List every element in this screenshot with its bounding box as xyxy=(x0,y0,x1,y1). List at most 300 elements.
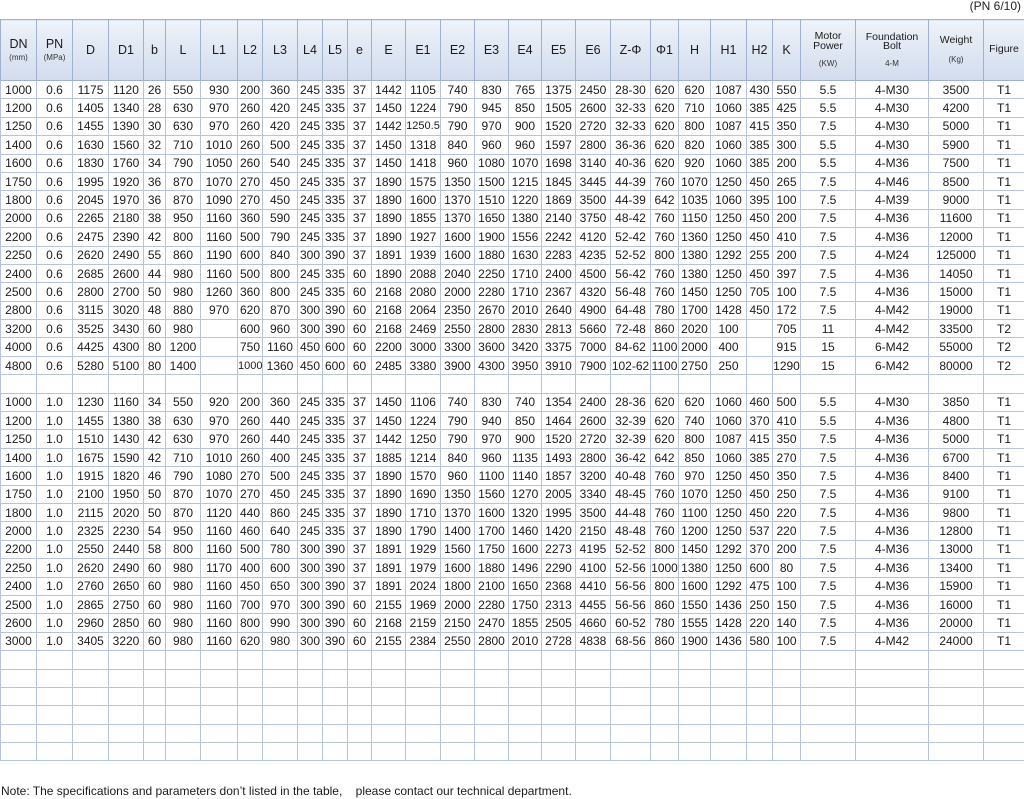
cell-h: 1070 xyxy=(679,172,711,190)
cell-dn: 1400 xyxy=(1,448,37,466)
table-row xyxy=(1,632,1024,650)
col-header-unit: (KW) xyxy=(818,59,838,68)
empty-cell xyxy=(263,706,298,724)
cell-l1: 1160 xyxy=(201,264,238,282)
empty-cell xyxy=(441,724,475,742)
cell-e2: 1600 xyxy=(441,559,475,577)
empty-cell xyxy=(856,669,929,687)
cell-l2: 270 xyxy=(238,467,263,485)
cell-motor-power: 7.5 xyxy=(801,117,856,135)
empty-cell xyxy=(711,706,747,724)
cell-motor-power: 7.5 xyxy=(801,467,856,485)
cell-e: 1450 xyxy=(372,99,406,117)
cell-l2: 260 xyxy=(238,136,263,154)
cell-e4: 1855 xyxy=(509,614,542,632)
cell-h1: 1060 xyxy=(711,448,747,466)
cell-h2: 250 xyxy=(747,595,773,613)
cell-foundation-bolt: 4-M39 xyxy=(856,191,929,209)
cell-dn: 1200 xyxy=(1,99,37,117)
cell-motor-power: 7.5 xyxy=(801,228,856,246)
empty-cell xyxy=(323,651,348,669)
cell-e2: 1370 xyxy=(441,209,475,227)
empty-cell xyxy=(984,743,1024,761)
cell-weight: 14050 xyxy=(929,264,984,282)
cell-motor-power: 7.5 xyxy=(801,448,856,466)
cell-l: 630 xyxy=(166,430,201,448)
cell-e2: 2150 xyxy=(441,614,475,632)
cell-dn: 2000 xyxy=(1,522,37,540)
cell-l1: 970 xyxy=(201,412,238,430)
empty-cell xyxy=(73,375,109,393)
empty-cell xyxy=(109,687,144,705)
empty-cell xyxy=(475,651,509,669)
cell-e2: 2550 xyxy=(441,320,475,338)
cell-e1: 2088 xyxy=(406,264,441,282)
table-row xyxy=(1,430,1024,448)
cell-phi1: 620 xyxy=(651,430,679,448)
cell-l4: 245 xyxy=(298,412,323,430)
col-header-figure xyxy=(984,20,1024,81)
empty-cell xyxy=(109,651,144,669)
cell-dn: 2400 xyxy=(1,577,37,595)
empty-cell xyxy=(166,706,201,724)
empty-cell xyxy=(711,724,747,742)
cell-l3: 500 xyxy=(263,467,298,485)
cell-e3: 970 xyxy=(475,430,509,448)
cell-figure: T1 xyxy=(984,228,1024,246)
cell-weight: 8400 xyxy=(929,467,984,485)
cell-e6: 4455 xyxy=(576,595,611,613)
footer-note: Note: The specifications and parameters don’t listed in the table, please contact our technical department. xyxy=(1,784,572,798)
cell-l5: 335 xyxy=(323,209,348,227)
cell-figure: T1 xyxy=(984,522,1024,540)
cell-h1: 1250 xyxy=(711,264,747,282)
table-row xyxy=(1,136,1024,154)
cell-figure: T1 xyxy=(984,301,1024,319)
empty-cell xyxy=(679,724,711,742)
blank-row xyxy=(1,651,1024,669)
cell-l: 630 xyxy=(166,99,201,117)
cell-l4: 245 xyxy=(298,172,323,190)
cell-phi1: 760 xyxy=(651,172,679,190)
cell-l4: 450 xyxy=(298,356,323,374)
cell-motor-power: 5.5 xyxy=(801,412,856,430)
cell-pn: 0.6 xyxy=(37,264,73,282)
empty-cell xyxy=(801,651,856,669)
cell-h1: 1250 xyxy=(711,522,747,540)
cell-e3: 1900 xyxy=(475,228,509,246)
cell-d1: 4300 xyxy=(109,338,144,356)
cell-pn: 0.6 xyxy=(37,301,73,319)
cell-foundation-bolt: 4-M30 xyxy=(856,81,929,99)
cell-d: 2800 xyxy=(73,283,109,301)
table-row xyxy=(1,246,1024,264)
cell-d: 2325 xyxy=(73,522,109,540)
pressure-rating-label: (PN 6/10) xyxy=(969,0,1021,13)
cell-e5: 2367 xyxy=(542,283,576,301)
empty-cell xyxy=(406,669,441,687)
cell-e6: 4120 xyxy=(576,228,611,246)
empty-cell xyxy=(372,706,406,724)
cell-l2: 260 xyxy=(238,448,263,466)
cell-l1: 1170 xyxy=(201,559,238,577)
cell-e1: 1106 xyxy=(406,393,441,411)
col-header-e1 xyxy=(406,20,441,81)
cell-h: 800 xyxy=(679,430,711,448)
cell-h1: 1250 xyxy=(711,559,747,577)
cell-k: 140 xyxy=(773,614,801,632)
empty-cell xyxy=(475,743,509,761)
cell-foundation-bolt: 4-M36 xyxy=(856,485,929,503)
cell-h2: 450 xyxy=(747,228,773,246)
empty-cell xyxy=(406,375,441,393)
cell-foundation-bolt: 6-M42 xyxy=(856,338,929,356)
cell-weight: 11600 xyxy=(929,209,984,227)
empty-cell xyxy=(929,651,984,669)
empty-cell xyxy=(651,743,679,761)
cell-dn: 2200 xyxy=(1,540,37,558)
cell-l: 870 xyxy=(166,172,201,190)
table-row xyxy=(1,540,1024,558)
cell-weight: 19000 xyxy=(929,301,984,319)
cell-e6: 2600 xyxy=(576,99,611,117)
cell-l3: 800 xyxy=(263,283,298,301)
cell-e: 2485 xyxy=(372,356,406,374)
cell-e3: 2800 xyxy=(475,320,509,338)
empty-cell xyxy=(984,724,1024,742)
cell-e: 1890 xyxy=(372,467,406,485)
cell-l5: 390 xyxy=(323,320,348,338)
col-header-label: E2 xyxy=(449,42,466,57)
col-header-label: L xyxy=(179,42,187,57)
cell-l2: 500 xyxy=(238,228,263,246)
cell-weight: 80000 xyxy=(929,356,984,374)
cell-l5: 335 xyxy=(323,136,348,154)
cell-l3: 650 xyxy=(263,577,298,595)
cell-b: 60 xyxy=(144,559,166,577)
cell-e5: 2640 xyxy=(542,301,576,319)
cell-e4: 3950 xyxy=(509,356,542,374)
col-header-label: D1 xyxy=(118,42,134,57)
empty-cell xyxy=(747,724,773,742)
cell-l3: 790 xyxy=(263,228,298,246)
cell-foundation-bolt: 4-M46 xyxy=(856,172,929,190)
cell-phi1: 860 xyxy=(651,632,679,650)
cell-motor-power: 7.5 xyxy=(801,191,856,209)
col-header-label: E3 xyxy=(483,42,500,57)
empty-cell xyxy=(166,687,201,705)
cell-h: 820 xyxy=(679,136,711,154)
empty-cell xyxy=(37,687,73,705)
cell-b: 32 xyxy=(144,136,166,154)
cell-motor-power: 7.5 xyxy=(801,577,856,595)
cell-l5: 335 xyxy=(323,522,348,540)
cell-h2: 395 xyxy=(747,191,773,209)
col-header-phi1 xyxy=(651,20,679,81)
empty-cell xyxy=(542,651,576,669)
cell-dn: 1000 xyxy=(1,81,37,99)
cell-l: 980 xyxy=(166,614,201,632)
cell-e4: 1270 xyxy=(509,485,542,503)
empty-cell xyxy=(929,687,984,705)
table-row xyxy=(1,117,1024,135)
cell-e4: 765 xyxy=(509,81,542,99)
cell-l3: 540 xyxy=(263,154,298,172)
cell-foundation-bolt: 4-M36 xyxy=(856,209,929,227)
cell-d1: 1340 xyxy=(109,99,144,117)
cell-phi1: 800 xyxy=(651,246,679,264)
cell-l4: 245 xyxy=(298,81,323,99)
empty-cell xyxy=(109,669,144,687)
empty-cell xyxy=(323,724,348,742)
cell-h: 1360 xyxy=(679,228,711,246)
cell-l5: 335 xyxy=(323,393,348,411)
cell-e1: 2024 xyxy=(406,577,441,595)
cell-d: 1405 xyxy=(73,99,109,117)
cell-l1: 1090 xyxy=(201,191,238,209)
cell-foundation-bolt: 4-M36 xyxy=(856,430,929,448)
empty-cell xyxy=(773,375,801,393)
empty-cell xyxy=(1,706,37,724)
cell-l5: 600 xyxy=(323,356,348,374)
empty-cell xyxy=(441,651,475,669)
cell-foundation-bolt: 4-M30 xyxy=(856,117,929,135)
col-header-e4 xyxy=(509,20,542,81)
col-header-unit: (MPa) xyxy=(43,53,66,62)
cell-l4: 300 xyxy=(298,632,323,650)
col-header-label: Φ1 xyxy=(656,42,673,57)
cell-e1: 3000 xyxy=(406,338,441,356)
empty-cell xyxy=(542,743,576,761)
cell-dn: 3200 xyxy=(1,320,37,338)
empty-cell xyxy=(144,375,166,393)
cell-weight: 9100 xyxy=(929,485,984,503)
cell-e1: 1214 xyxy=(406,448,441,466)
empty-cell xyxy=(348,651,372,669)
cell-l1: 1160 xyxy=(201,209,238,227)
cell-phi1: 760 xyxy=(651,485,679,503)
cell-e2: 1350 xyxy=(441,485,475,503)
empty-cell xyxy=(651,687,679,705)
cell-motor-power: 7.5 xyxy=(801,264,856,282)
cell-e: 1450 xyxy=(372,136,406,154)
cell-l: 980 xyxy=(166,559,201,577)
cell-e: 1442 xyxy=(372,81,406,99)
cell-e1: 1250 xyxy=(406,430,441,448)
cell-figure: T1 xyxy=(984,283,1024,301)
col-header-h2 xyxy=(747,20,773,81)
cell-e2: 960 xyxy=(441,467,475,485)
cell-e: 1890 xyxy=(372,485,406,503)
col-header-z-phi xyxy=(611,20,651,81)
cell-h2: 430 xyxy=(747,81,773,99)
table-row xyxy=(1,320,1024,338)
cell-pn: 0.6 xyxy=(37,209,73,227)
empty-cell xyxy=(984,669,1024,687)
empty-cell xyxy=(679,706,711,724)
cell-h: 2000 xyxy=(679,338,711,356)
cell-d1: 2750 xyxy=(109,595,144,613)
cell-e4: 1710 xyxy=(509,264,542,282)
cell-phi1: 620 xyxy=(651,99,679,117)
cell-h1: 1292 xyxy=(711,540,747,558)
cell-l5: 335 xyxy=(323,228,348,246)
cell-l2: 500 xyxy=(238,264,263,282)
empty-cell xyxy=(238,651,263,669)
cell-l2: 270 xyxy=(238,485,263,503)
cell-e4: 1556 xyxy=(509,228,542,246)
empty-cell xyxy=(348,706,372,724)
empty-cell xyxy=(166,743,201,761)
cell-e5: 1698 xyxy=(542,154,576,172)
cell-l3: 590 xyxy=(263,209,298,227)
col-header-l1 xyxy=(201,20,238,81)
cell-e4: 1650 xyxy=(509,577,542,595)
cell-weight: 12000 xyxy=(929,228,984,246)
cell-l4: 300 xyxy=(298,595,323,613)
empty-cell xyxy=(201,375,238,393)
cell-weight: 24000 xyxy=(929,632,984,650)
cell-k: 250 xyxy=(773,485,801,503)
cell-e5: 2140 xyxy=(542,209,576,227)
cell-l2: 700 xyxy=(238,595,263,613)
cell-e: 1450 xyxy=(372,412,406,430)
cell-d1: 1590 xyxy=(109,448,144,466)
cell-l2: 270 xyxy=(238,191,263,209)
cell-d: 1630 xyxy=(73,136,109,154)
empty-cell xyxy=(929,669,984,687)
cell-h1: 1292 xyxy=(711,246,747,264)
empty-cell xyxy=(711,687,747,705)
cell-weight: 3850 xyxy=(929,393,984,411)
cell-e2: 2000 xyxy=(441,283,475,301)
empty-cell xyxy=(372,687,406,705)
cell-l5: 335 xyxy=(323,81,348,99)
cell-e2: 2000 xyxy=(441,595,475,613)
cell-e5: 1493 xyxy=(542,448,576,466)
cell-e6: 3750 xyxy=(576,209,611,227)
empty-cell xyxy=(298,651,323,669)
empty-cell xyxy=(801,669,856,687)
cell-k: 270 xyxy=(773,448,801,466)
cell-h1: 1087 xyxy=(711,430,747,448)
empty-cell xyxy=(238,743,263,761)
cell-k: 100 xyxy=(773,191,801,209)
cell-h1: 1250 xyxy=(711,485,747,503)
cell-l2: 260 xyxy=(238,154,263,172)
empty-cell xyxy=(475,375,509,393)
cell-l1: 1010 xyxy=(201,136,238,154)
cell-l2: 260 xyxy=(238,412,263,430)
cell-h2: 385 xyxy=(747,154,773,172)
cell-phi1: 620 xyxy=(651,136,679,154)
blank-row xyxy=(1,669,1024,687)
cell-e4: 1460 xyxy=(509,522,542,540)
cell-e2: 840 xyxy=(441,136,475,154)
cell-h: 1555 xyxy=(679,614,711,632)
empty-cell xyxy=(298,375,323,393)
cell-phi1: 620 xyxy=(651,412,679,430)
cell-d1: 2440 xyxy=(109,540,144,558)
cell-l3: 990 xyxy=(263,614,298,632)
cell-figure: T1 xyxy=(984,172,1024,190)
col-header-unit: 4-M xyxy=(885,58,899,68)
cell-z-phi: 48-42 xyxy=(611,209,651,227)
cell-figure: T1 xyxy=(984,467,1024,485)
cell-l3: 840 xyxy=(263,246,298,264)
cell-e6: 2400 xyxy=(576,393,611,411)
cell-l3: 500 xyxy=(263,136,298,154)
empty-cell xyxy=(109,375,144,393)
header-row xyxy=(1,20,1024,81)
cell-e3: 1500 xyxy=(475,172,509,190)
cell-figure: T1 xyxy=(984,448,1024,466)
empty-cell xyxy=(144,687,166,705)
cell-d1: 5100 xyxy=(109,356,144,374)
cell-l4: 245 xyxy=(298,136,323,154)
cell-e4: 1750 xyxy=(509,595,542,613)
cell-h1: 1060 xyxy=(711,154,747,172)
cell-weight: 16000 xyxy=(929,595,984,613)
cell-e1: 1575 xyxy=(406,172,441,190)
cell-l: 550 xyxy=(166,81,201,99)
cell-k: 80 xyxy=(773,559,801,577)
empty-cell xyxy=(801,706,856,724)
cell-foundation-bolt: 4-M36 xyxy=(856,595,929,613)
cell-e: 1890 xyxy=(372,264,406,282)
cell-phi1: 1000 xyxy=(651,559,679,577)
cell-l3: 960 xyxy=(263,320,298,338)
cell-e6: 2800 xyxy=(576,136,611,154)
cell-phi1: 620 xyxy=(651,154,679,172)
cell-z-phi: 48-45 xyxy=(611,485,651,503)
cell-dn: 2250 xyxy=(1,559,37,577)
cell-k: 265 xyxy=(773,172,801,190)
cell-dn: 4800 xyxy=(1,356,37,374)
col-header-h1 xyxy=(711,20,747,81)
cell-motor-power: 5.5 xyxy=(801,136,856,154)
cell-e6: 2150 xyxy=(576,522,611,540)
cell-h: 620 xyxy=(679,81,711,99)
empty-cell xyxy=(263,724,298,742)
cell-d: 4425 xyxy=(73,338,109,356)
cell-l: 950 xyxy=(166,522,201,540)
cell-b: 44 xyxy=(144,264,166,282)
cell-e5: 3375 xyxy=(542,338,576,356)
cell-l5: 335 xyxy=(323,485,348,503)
cell-k: 150 xyxy=(773,595,801,613)
empty-cell xyxy=(711,651,747,669)
cell-pn: 0.6 xyxy=(37,338,73,356)
cell-b: 80 xyxy=(144,356,166,374)
cell-foundation-bolt: 4-M30 xyxy=(856,136,929,154)
cell-e1: 1855 xyxy=(406,209,441,227)
cell-e2: 1350 xyxy=(441,172,475,190)
cell-e-lower: 37 xyxy=(348,154,372,172)
cell-z-phi: 40-48 xyxy=(611,467,651,485)
blank-row xyxy=(1,743,1024,761)
cell-h: 800 xyxy=(679,117,711,135)
cell-d1: 3430 xyxy=(109,320,144,338)
cell-motor-power: 7.5 xyxy=(801,246,856,264)
cell-e1: 2080 xyxy=(406,283,441,301)
cell-weight: 13000 xyxy=(929,540,984,558)
cell-d1: 2600 xyxy=(109,264,144,282)
cell-pn: 0.6 xyxy=(37,154,73,172)
cell-l3: 640 xyxy=(263,522,298,540)
table-row xyxy=(1,485,1024,503)
empty-cell xyxy=(1,687,37,705)
